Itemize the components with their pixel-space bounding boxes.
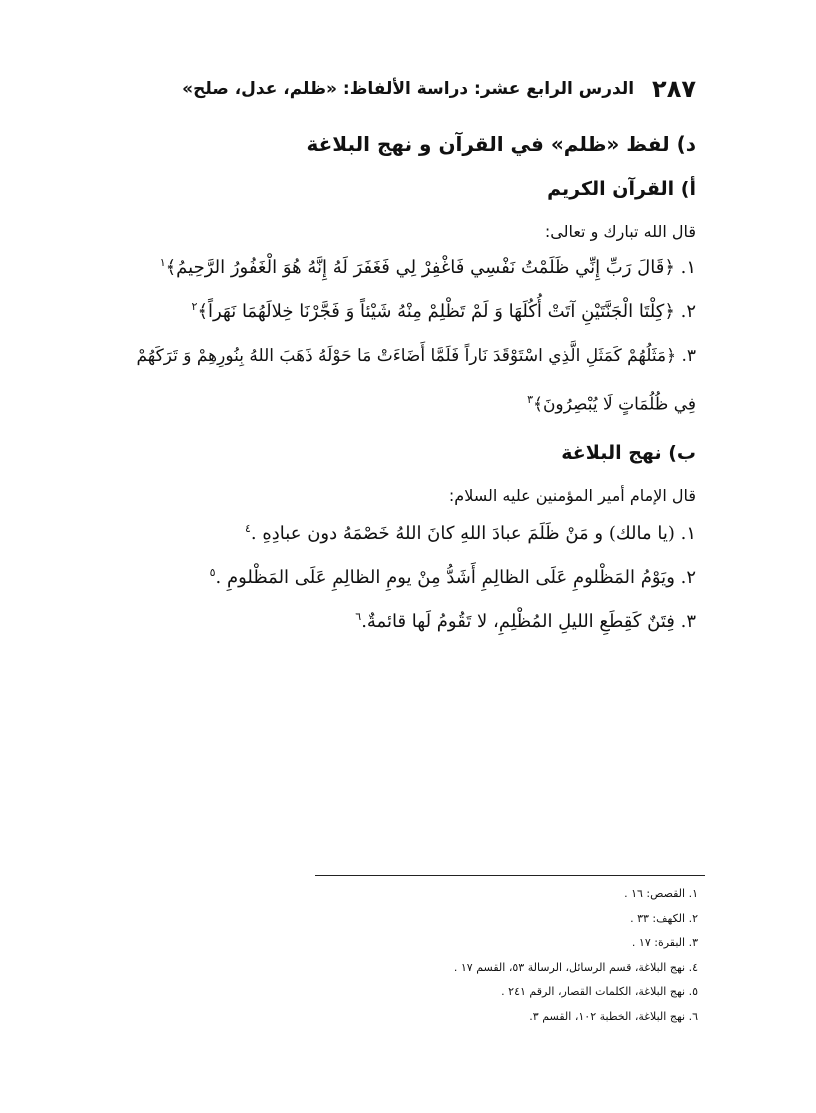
footnote-marker: ٥ (209, 566, 216, 579)
saying-text: ١. (يا مالك) و مَنْ ظَلَمَ عبادَ اللهِ كانَ اللهُ خَصْمَهُ دون عبادِهِ . (250, 523, 696, 544)
running-header (136, 72, 696, 106)
footnote-item: ٢. الكهف: ٣٣ . (630, 911, 698, 925)
nahj-saying-1 (245, 522, 696, 544)
verse-text: ٣. ﴿مَثَلُهُمْ كَمَثَلِ الَّذِي اسْتَوْقَدَ نَاراً فَلَمَّا أَضَاءَتْ مَا حَوْلَهُ ذَهَبَ اللهُ بِنُورِهِمْ وَ تَرَكَهُمْ فِي ظُلُمَاتٍ لَا يُبْصِرُونَ﴾ (136, 346, 696, 415)
section-title: د) لفظ «ظلم» في القرآن و نهج البلاغة (306, 132, 696, 156)
footnote-marker: ٢ (191, 300, 198, 313)
footnote-marker: ١ (159, 256, 166, 269)
footnote-item: ٦. نهج البلاغة، الخطبة ١٠٢، القسم ٣. (529, 1009, 698, 1023)
quran-verse-2 (192, 300, 696, 322)
saying-text: ٢. ويَوْمُ المَظْلومِ عَلَى الظالِمِ أَشَدُّ مِنْ يومِ الظالِمِ عَلَى المَظْلومِ . (215, 567, 696, 588)
quran-heading: أ) القرآن الكريم (547, 178, 696, 200)
quran-verse-1 (160, 256, 696, 278)
verse-text: ٢. ﴿كِلْتَا الْجَنَّتَيْنِ آتَتْ أُكُلَهَا وَ لَمْ تَظْلِمْ مِنْهُ شَيْئاً وَ فَجَّرْنَا خِلالَهُمَا نَهَراً﴾ (197, 301, 696, 322)
footnote-marker: ٣ (527, 393, 533, 406)
footnote-item: ٣. البقرة: ١٧ . (631, 936, 698, 949)
footnote-marker: ٤ (245, 522, 251, 535)
footnote-item: ١. القصص: ١٦ . (624, 887, 698, 900)
nahj-saying-2 (210, 566, 696, 588)
nahj-saying-3 (355, 610, 696, 632)
saying-text: ٣. فِتَنٌ كَقِطَعِ الليلِ المُظْلِمِ، لا تَقُومُ لَها قائمةٌ. (361, 611, 696, 632)
nahj-heading: ب) نهج البلاغة (561, 442, 696, 464)
verse-text: ١. ﴿قَالَ رَبِّ إِنِّي ظَلَمْتُ نَفْسِي فَاغْفِرْ لِي فَغَفَرَ لَهُ إِنَّهُ هُوَ الْغَفُورُ الرَّحِيمُ﴾ (165, 257, 696, 278)
footnote-divider (315, 875, 705, 876)
footnote-marker: ٦ (355, 610, 362, 623)
quran-verse-3 (110, 334, 696, 427)
footnote-item: ٤. نهج البلاغة، قسم الرسائل، الرسالة ٥٣، القسم ١٧ . (453, 960, 698, 974)
quran-intro: قال الله تبارك و تعالى: (544, 222, 696, 241)
page-number: ٢٨٧ (652, 75, 696, 103)
footnotes (298, 882, 698, 1029)
nahj-intro: قال الإمام أمير المؤمنين عليه السلام: (448, 486, 696, 505)
footnote-item: ٥. نهج البلاغة، الكلمات القصار، الرقم ٢٤١ . (501, 985, 698, 998)
running-title: الدرس الرابع عشر: دراسة الألفاظ: «ظلم، عدل، صلح» (182, 79, 635, 99)
